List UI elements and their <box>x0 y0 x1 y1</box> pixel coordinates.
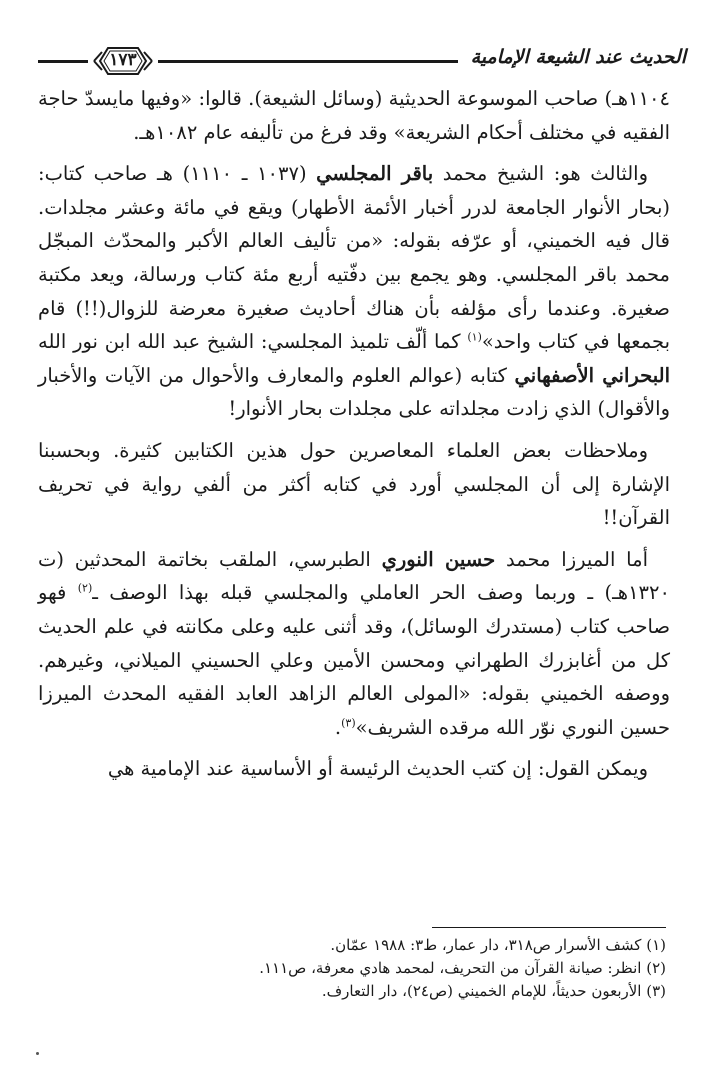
header-rule-left <box>38 60 88 63</box>
footnote-1: (١) كشف الأسرار ص٣١٨، دار عمار، ط٣: ١٩٨٨ عمّان. <box>330 936 666 954</box>
text-run: كما ألّف تلميذ المجلسي: الشيخ عبد الله ابن نور الله <box>38 330 468 354</box>
footnote-separator <box>432 927 666 928</box>
page-number-ornament <box>92 44 154 78</box>
text-run: الطبرسي، الملقب بخاتمة المحدثين (ت ١٣٢٠هـ) ـ وربما وصف الحر العاملي والمجلسي قبله بهذا الوصف ـ <box>38 547 670 605</box>
footnote-ref[interactable]: (٢) <box>77 581 93 595</box>
header-rule-middle <box>158 60 458 63</box>
bold-name: حسين النوري <box>381 547 496 571</box>
text-run: ١١٠٤هـ) صاحب الموسوعة الحديثية (وسائل الشيعة). قالوا: «وفيها مايسدّ حاجة الفقيه في مختلف أحكام الشريعة» وقد فرغ من تأليفه عام ١٠٨٢هـ. <box>38 87 670 144</box>
footnote-2: (٢) انظر: صيانة القرآن من التحريف، لمحمد هادي معرفة، ص١١١. <box>259 959 666 977</box>
bold-name: باقر المجلسي <box>316 162 434 186</box>
paragraph-5 <box>38 752 670 786</box>
text-run: كتابه (عوالم العلوم والمعارف والأحوال من الآيات والأخبار والأقوال) الذي زادت مجلداته على مجلدات بحار الأنوار! <box>38 363 670 421</box>
scan-speck <box>36 1052 39 1055</box>
text-run: . <box>334 715 342 739</box>
paragraph-4 <box>38 543 670 745</box>
running-header <box>30 40 686 80</box>
page-number: ١٧٣ <box>109 50 137 70</box>
footnote-ref[interactable]: (٣) <box>341 716 356 730</box>
bold-name: البحراني الأصفهاني <box>514 363 670 387</box>
header-title: الحديث عند الشيعة الإمامية <box>470 46 686 68</box>
text-run: (١٠٣٧ ـ ١١١٠) هـ صاحب كتاب: (بحار الأنوار الجامعة لدرر أخبار الأئمة الأطهار) ويقع في مائة وعشر مجلدات. قال فيه الخميني، أو عرّفه بقوله: «من تأليف العالم الأكبر والمحدّث المبجّل محمد باقر المجلسي. وهو يجمع بين دفّتيه أربع مئة كتاب ورسالة، ويعد مكتبة صغيرة. وعندما رأى مؤلفه بأن هناك أحاديث صغيرة معرضة للزوال(!!) قام بجمعها في كتاب واحد» <box>38 162 670 354</box>
paragraph-1 <box>38 82 670 149</box>
text-run: فهو صاحب كتاب (مستدرك الوسائل)، وقد أثنى عليه وعلى مكانته في علم الحديث كل من أغابزرك الطهراني ومحسن الأمين وعلي الحسيني الميلاني، وغيرهم. ووصفه الخميني بقوله: «المولى العالم الزاهد العابد الفقيه المحدث الميرزا حسين النوري نوّر الله مرقده الشريف» <box>38 581 670 739</box>
footnote-3: (٣) الأربعون حديثاً، للإمام الخميني (ص٢٤)، دار التعارف. <box>321 982 666 1000</box>
paragraph-3 <box>38 434 670 535</box>
text-run: وملاحظات بعض العلماء المعاصرين حول هذين الكتابين كثيرة. وبحسبنا الإشارة إلى أن المجلسي أورد في كتابه أكثر من ألفي رواية في تحريف القرآن!! <box>38 438 670 530</box>
footnote-ref[interactable]: (١) <box>467 330 482 344</box>
body-text <box>38 82 670 794</box>
paragraph-2 <box>38 157 670 426</box>
text-run: ويمكن القول: إن كتب الحديث الرئيسة أو الأساسية عند الإمامية هي <box>107 757 648 781</box>
text-run: أما الميرزا محمد <box>495 547 648 571</box>
footnotes <box>60 934 666 1003</box>
text-run: والثالث هو: الشيخ محمد <box>433 162 648 186</box>
